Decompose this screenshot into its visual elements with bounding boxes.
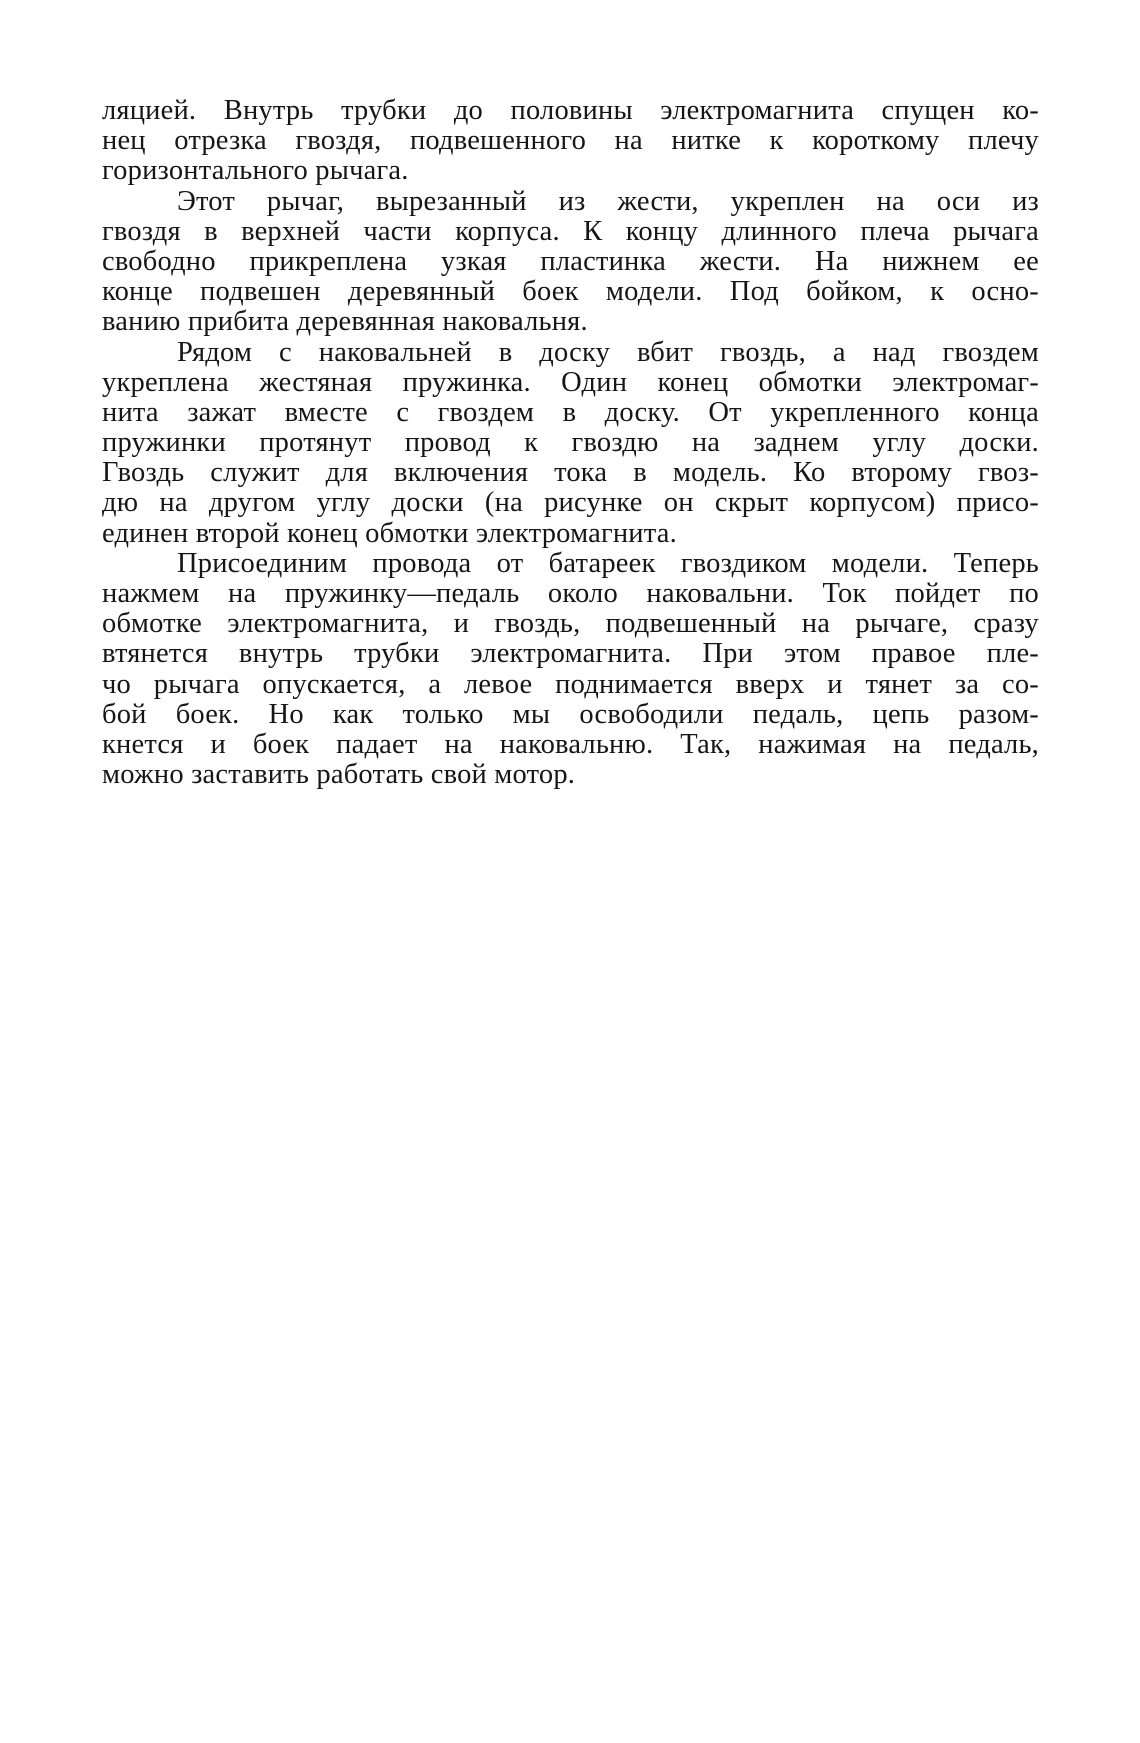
paragraph-2 [102,187,1039,338]
text-line: кнется и боек падает на наковальню. Так, нажимая на педаль, [102,728,1039,760]
text-line: можно заставить работать свой мотор. [102,759,576,791]
text-line: свободно прикреплена узкая пластинка жести. На нижнем ее [102,245,1039,277]
body-text [102,96,1039,790]
text-line: Этот рычаг, вырезанный из жести, укреплен на оси из [177,185,1039,217]
text-line: нажмем на пружинку—педаль около наковальни. Ток пойдет по [102,578,1039,609]
text-line: пружинки протянут провод к гвоздю на заднем углу доски. [102,427,1039,459]
text-line: горизонтального рычага. [102,155,409,187]
text-line: нита зажат вместе с гвоздем в доску. От укрепленного конца [102,396,1039,428]
text-line: ванию прибита деревянная наковальня. [102,306,588,338]
text-line: дю на другом углу доски (на рисунке он скрыт корпусом) присо- [102,487,1039,519]
paragraph-3 [102,338,1039,549]
text-line: ляцией. Внутрь трубки до половины электромагнита спущен ко- [102,95,1039,126]
text-line: Присоединим провода от батареек гвоздиком модели. Теперь [177,547,1039,579]
text-line: бой боек. Но как только мы освободили педаль, цепь разом- [102,698,1039,730]
text-line: Рядом с наковальней в доску вбит гвоздь, а над гвоздем [177,336,1039,368]
text-line: гвоздя в верхней части корпуса. К концу длинного плеча рычага [102,215,1039,247]
text-line: единен второй конец обмотки электромагнита. [102,517,677,549]
text-line: чо рычага опускается, а левое поднимается вверх и тянет за со- [102,668,1039,700]
paragraph-1 [102,96,1039,187]
paragraph-4 [102,549,1039,791]
text-line: укреплена жестяная пружинка. Один конец обмотки электромаг- [102,366,1039,398]
text-line: нец отрезка гвоздя, подвешенного на нитке к короткому плечу [102,125,1039,157]
text-line: конце подвешен деревянный боек модели. Под бойком, к осно- [102,276,1039,308]
text-line: втянется внутрь трубки электромагнита. При этом правое пле- [102,638,1039,670]
text-line: обмотке электромагнита, и гвоздь, подвешенный на рычаге, сразу [102,608,1039,640]
text-line: Гвоздь служит для включения тока в модель. Ко второму гвоз- [102,457,1039,489]
